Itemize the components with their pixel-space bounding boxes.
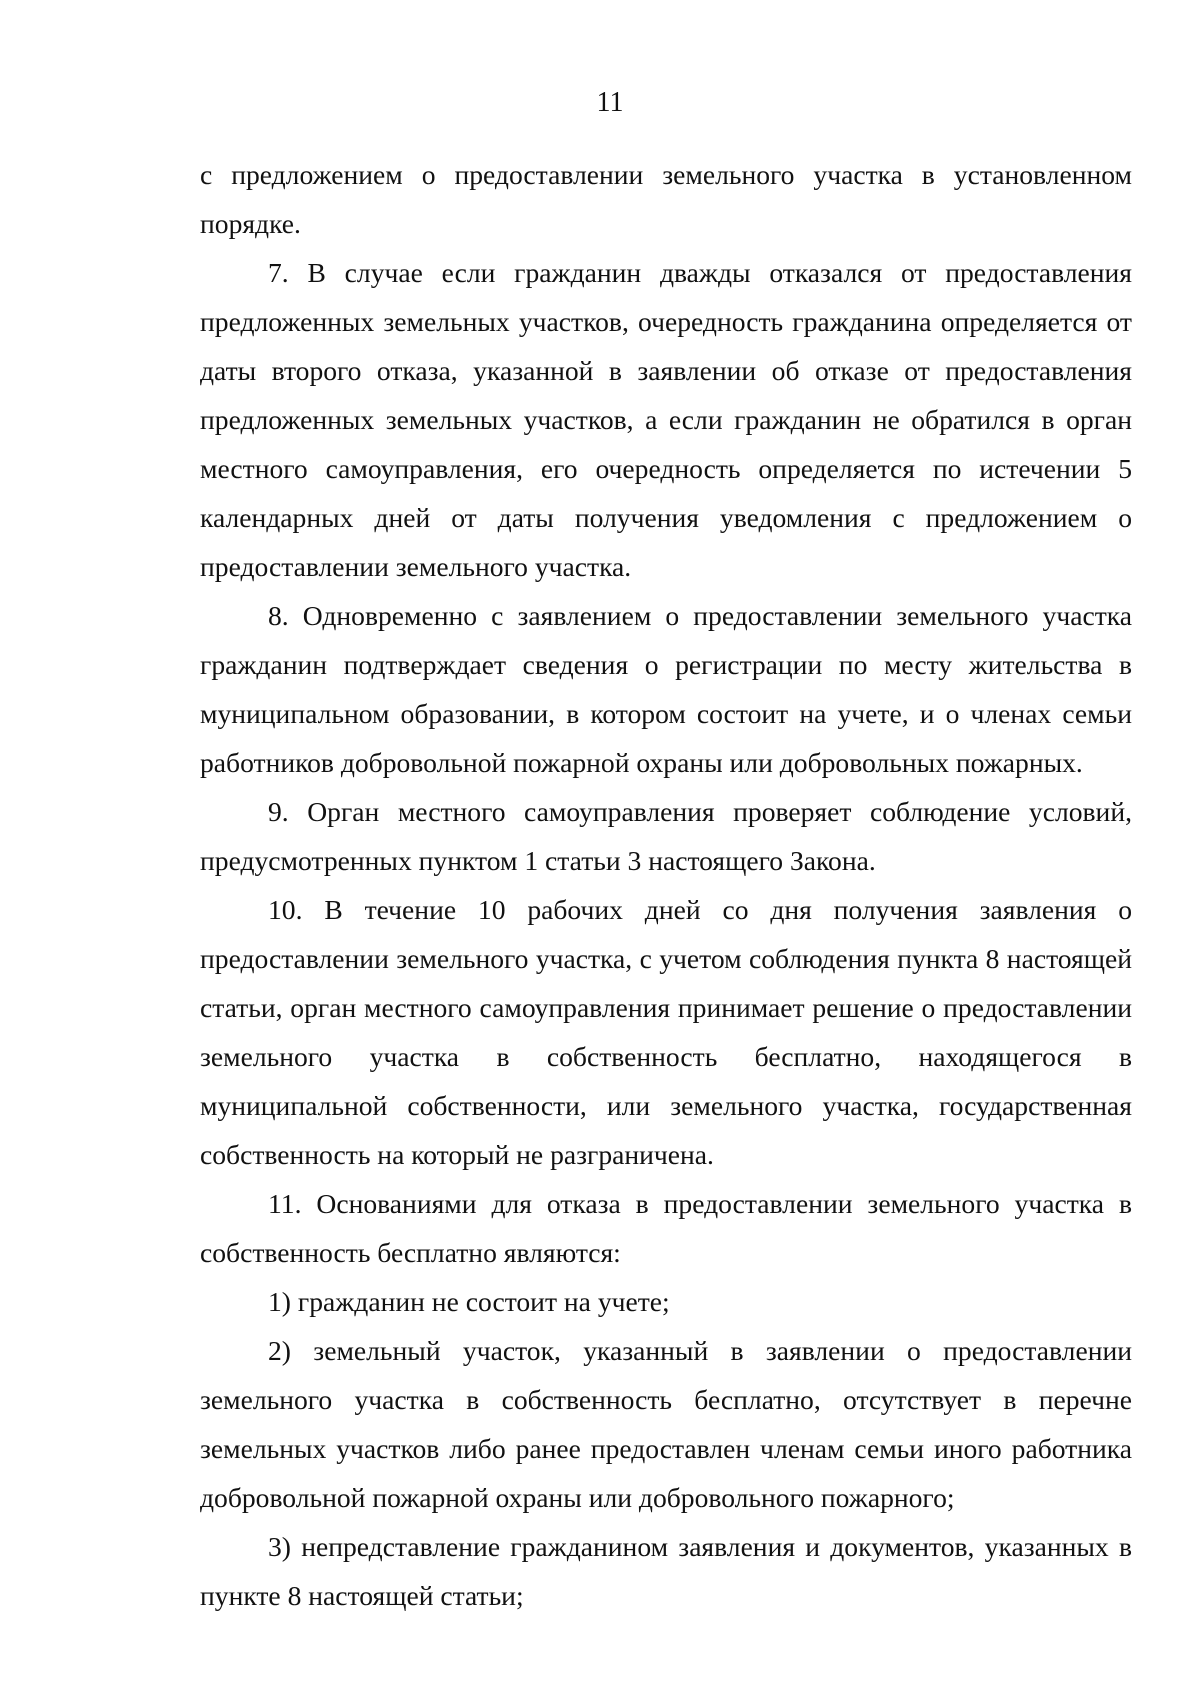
paragraph-item-9: 9. Орган местного самоуправления проверяет соблюдение условий, предусмотренных пунктом 1 статьи 3 настоящего Закона. <box>200 796 1132 876</box>
subitem-3: 3) непредставление гражданином заявления и документов, указанных в пункте 8 настоящей статьи; <box>200 1531 1132 1611</box>
paragraph-item-8: 8. Одновременно с заявлением о предоставлении земельного участка гражданин подтверждает сведения о регистрации по месту жительства в муниципальном образовании, в котором состоит на учете, и о членах семьи работников добровольной пожарной охраны или добровольных пожарных. <box>200 600 1132 778</box>
paragraph-item-11: 11. Основаниями для отказа в предоставлении земельного участка в собственность бесплатно являются: <box>200 1188 1132 1268</box>
paragraph-item-10: 10. В течение 10 рабочих дней со дня получения заявления о предоставлении земельного участка, с учетом соблюдения пункта 8 настоящей статьи, орган местного самоуправления принимает решение о предоставлении земельного участка в собственность бесплатно, находящегося в муниципальной собственности, или земельного участка, государственная собственность на который не разграничена. <box>200 894 1132 1170</box>
paragraph-continuation: с предложением о предоставлении земельного участка в установленном порядке. <box>200 159 1132 239</box>
subitem-1: 1) гражданин не состоит на учете; <box>268 1286 670 1317</box>
page-number: 11 <box>596 87 624 118</box>
subitem-2: 2) земельный участок, указанный в заявлении о предоставлении земельного участка в собственность бесплатно, отсутствует в перечне земельных участков либо ранее предоставлен членам семьи иного работника добровольной пожарной охраны или добровольного пожарного; <box>200 1335 1132 1513</box>
document-text <box>200 150 1132 1620</box>
paragraph-item-7: 7. В случае если гражданин дважды отказался от предоставления предложенных земельных участков, очередность гражданина определяется от даты второго отказа, указанной в заявлении об отказе от предоставления предложенных земельных участков, а если гражданин не обратился в орган местного самоуправления, его очередность определяется по истечении 5 календарных дней от даты получения уведомления с предложением о предоставлении земельного участка. <box>200 257 1132 582</box>
